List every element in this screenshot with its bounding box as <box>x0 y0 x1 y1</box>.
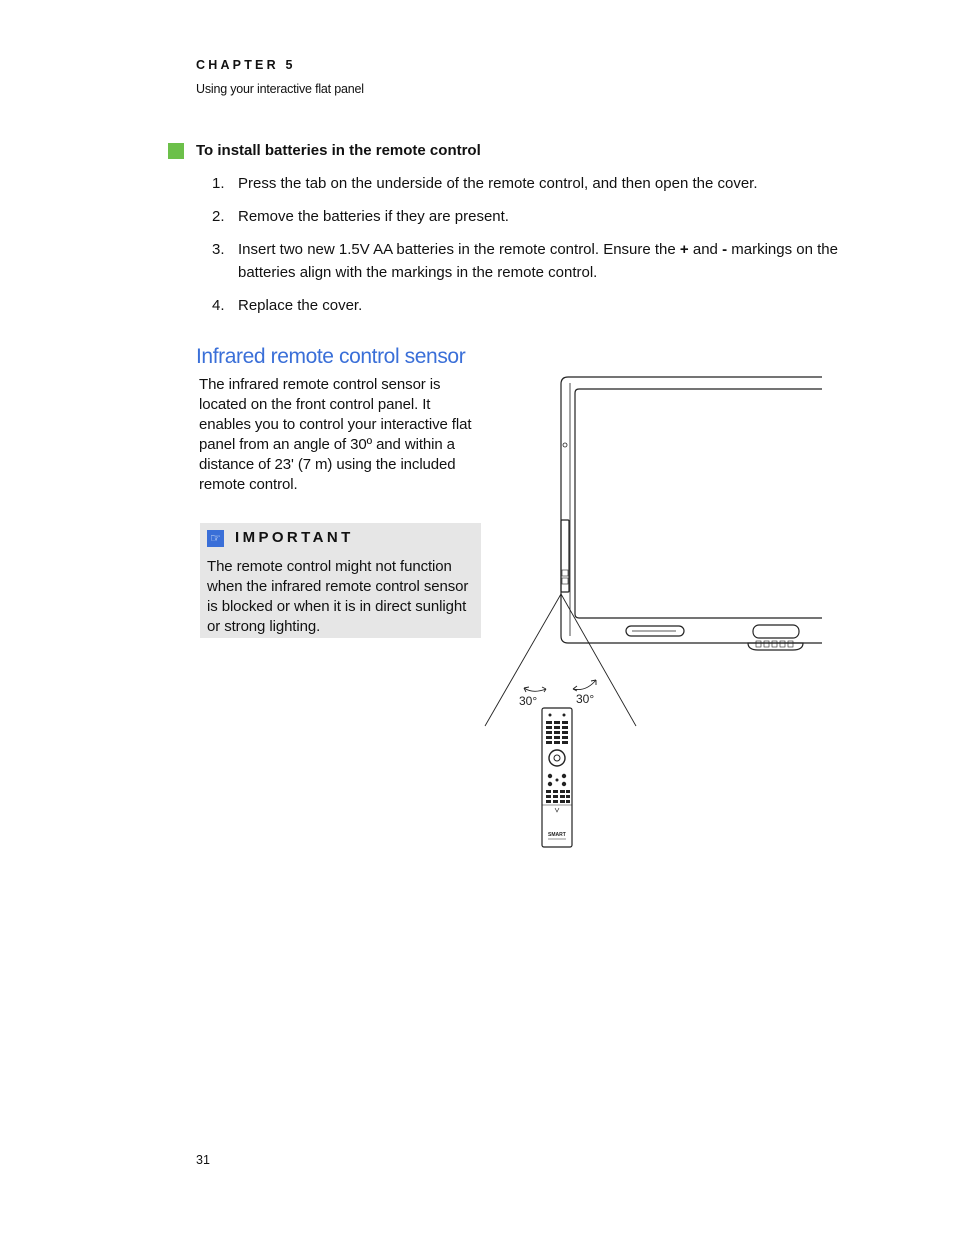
step-item <box>212 238 852 284</box>
step-text-part: markings on the batteries align with the markings in the remote control. <box>238 241 838 281</box>
step-number: 2. <box>212 208 225 225</box>
ir-cone-right <box>561 594 636 726</box>
minus-marking: - <box>722 241 728 258</box>
procedure-steps <box>212 172 852 327</box>
flat-panel-frame <box>561 377 822 643</box>
step-item <box>212 205 852 228</box>
angle-label-left: 30° <box>519 694 538 708</box>
step-text: Press the tab on the underside of the remote control, and then open the cover. <box>238 175 758 192</box>
green-square-procedure-icon <box>168 143 184 159</box>
important-label: IMPORTANT <box>235 529 354 546</box>
remote-dpad <box>549 750 565 766</box>
step-number: 4. <box>212 297 225 314</box>
section-body: The infrared remote control sensor is located on the front control panel. It enables you to control your interactive flat panel from an angle of 30º and within a distance of 23' (7 m) using the included remote control. <box>199 376 472 493</box>
step-item <box>212 294 852 317</box>
pointing-hand-icon: ☞ <box>207 530 224 547</box>
angle-arrow-left <box>524 688 546 691</box>
step-text: Replace the cover. <box>238 297 363 314</box>
procedure-heading: To install batteries in the remote control <box>196 142 481 159</box>
plus-marking: + <box>679 241 689 258</box>
step-number: 3. <box>212 241 225 258</box>
flat-panel-screen <box>575 389 822 618</box>
remote-brand-logo: SMART <box>548 832 566 838</box>
ir-sensor-diagram <box>480 370 825 855</box>
important-note <box>200 523 481 638</box>
step-text: Remove the batteries if they are present. <box>238 208 509 225</box>
step-text-part: Insert two new 1.5V AA batteries in the remote control. Ensure the <box>238 241 680 258</box>
step-text <box>238 241 838 281</box>
chapter-title: Using your interactive flat panel <box>196 82 364 96</box>
chapter-label: CHAPTER 5 <box>196 58 296 72</box>
angle-label-right: 30° <box>576 692 595 706</box>
step-text-part: and <box>688 241 723 258</box>
angle-arrow-right <box>573 680 596 690</box>
important-text: The remote control might not function when the infrared remote control sensor is blocked or when it is in direct sunlight or strong lighting. <box>207 558 469 635</box>
eraser <box>753 625 799 638</box>
step-number: 1. <box>212 175 225 192</box>
power-indicator <box>563 443 567 447</box>
section-heading: Infrared remote control sensor <box>196 345 466 368</box>
step-item <box>212 172 852 195</box>
page-number: 31 <box>196 1153 210 1167</box>
